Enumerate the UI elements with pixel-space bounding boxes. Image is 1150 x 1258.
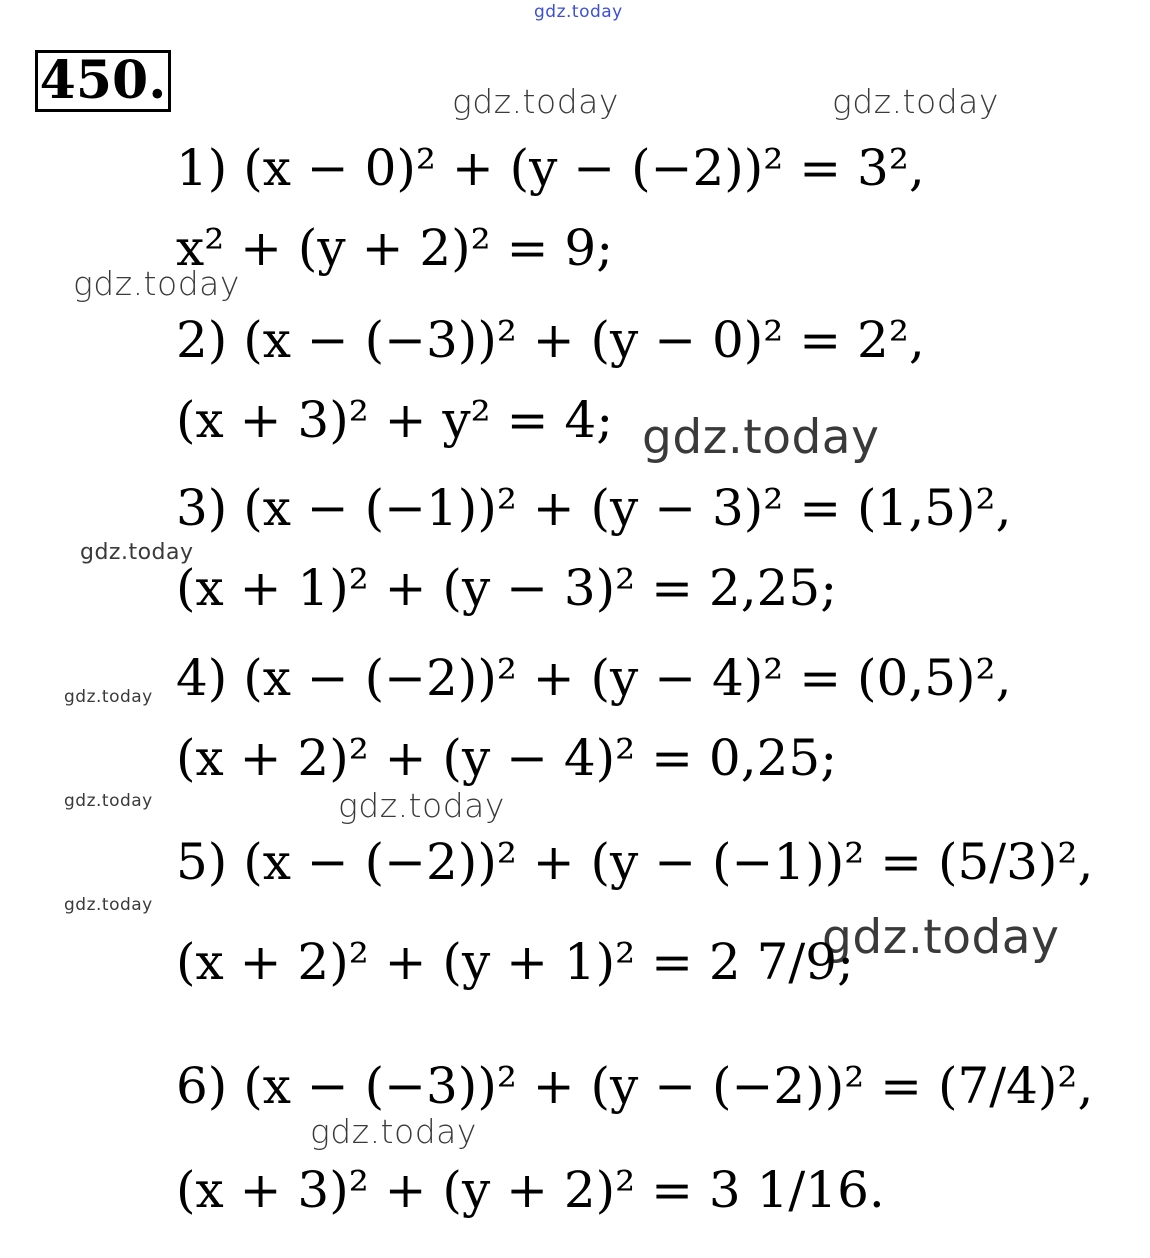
- equation-line-10: (x + 2)² + (y + 1)² = 2 7/9;: [176, 933, 854, 991]
- equation-line-9: 5) (x − (−2))² + (y − (−1))² = (5/3)²,: [176, 833, 1094, 891]
- equation-line-3: 2) (x − (−3))² + (y − 0)² = 2²,: [176, 311, 925, 369]
- watermark: gdz.today: [310, 1112, 477, 1151]
- watermark: gdz.today: [73, 264, 240, 303]
- watermark: gdz.today: [832, 82, 999, 121]
- watermark: gdz.today: [642, 410, 880, 465]
- watermark: gdz.today: [822, 910, 1060, 965]
- problem-number: 450.: [35, 50, 171, 112]
- equation-line-11: 6) (x − (−3))² + (y − (−2))² = (7/4)²,: [176, 1057, 1094, 1115]
- equation-line-8: (x + 2)² + (y − 4)² = 0,25;: [176, 729, 838, 787]
- equation-line-2: x² + (y + 2)² = 9;: [176, 219, 614, 277]
- watermark: gdz.today: [534, 2, 623, 22]
- equation-line-4: (x + 3)² + y² = 4;: [176, 391, 614, 449]
- equation-line-5: 3) (x − (−1))² + (y − 3)² = (1,5)²,: [176, 479, 1012, 537]
- watermark: gdz.today: [64, 895, 153, 915]
- watermark: gdz.today: [80, 540, 194, 565]
- equation-line-12: (x + 3)² + (y + 2)² = 3 1/16.: [176, 1161, 885, 1219]
- equation-line-6: (x + 1)² + (y − 3)² = 2,25;: [176, 559, 838, 617]
- watermark: gdz.today: [64, 687, 153, 707]
- watermark: gdz.today: [338, 786, 505, 825]
- watermark: gdz.today: [452, 82, 619, 121]
- equation-line-1: 1) (x − 0)² + (y − (−2))² = 3²,: [176, 139, 925, 197]
- equation-line-7: 4) (x − (−2))² + (y − 4)² = (0,5)²,: [176, 649, 1012, 707]
- watermark: gdz.today: [64, 791, 153, 811]
